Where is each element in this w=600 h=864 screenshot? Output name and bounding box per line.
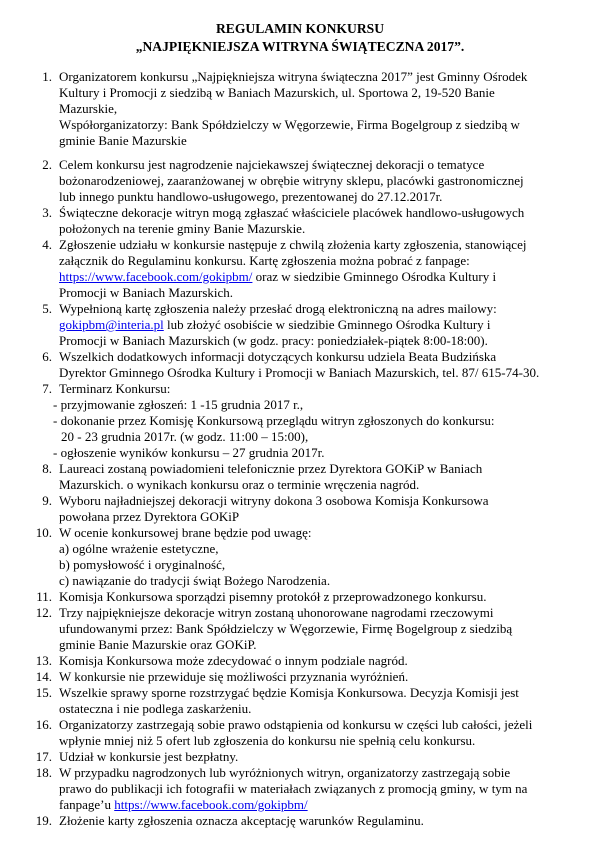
line-text: załącznik do Regulaminu konkursu. Kartę zgłoszenia można pobrać z fanpage: [59,253,470,268]
rule-text [59,669,599,685]
rule-number: 5. [42,301,52,316]
line-text: W przypadku nagrodzonych lub wyróżnionych witryn, organizatorzy zastrzegają sobie [59,765,511,780]
rule-number: 14. [35,669,52,684]
line-text: Komisja Konkursowa sporządzi pisemny protokół z przeprowadzonego konkursu. [59,589,487,604]
line-text: Wszelkie sprawy sporne rozstrzygać będzie Komisja Konkursowa. Decyzja Komisji jest [59,685,519,700]
line-text: Organizatorem konkursu „Najpiękniejsza witryna świąteczna 2017” jest Gminny Ośrodek [59,69,528,84]
line-text: Terminarz Konkursu: [59,381,171,396]
line-text: Kultury i Promocji z siedzibą w Baniach Mazurskich, ul. Sportowa 2, 19-520 Banie [59,85,495,100]
line-text: gminie Banie Mazurskie [59,133,187,148]
rule-line [59,85,599,101]
line-text: Współorganizatorzy: Bank Spółdzielczy w Węgorzewie, Firma Bogelgroup z siedzibą w [59,117,520,132]
line-text: ostateczna i nie podlega zaskarżeniu. [59,701,252,716]
rule-line [59,797,599,813]
rule-number: 6. [42,349,52,364]
rule-line [59,285,599,301]
rule-number: 8. [42,461,52,476]
line-text: Mazurskie, [59,101,118,116]
link[interactable]: https://www.facebook.com/gokipbm/ [114,797,308,812]
rule-line [59,69,599,85]
rule-text [53,381,599,461]
rule-line [53,445,599,461]
rule-line [59,653,599,669]
rule-number: 17. [35,749,52,764]
rule-number: 16. [35,717,52,732]
line-text: b) pomysłowość i oryginalność, [59,557,226,572]
rule-line [59,317,599,333]
rule-line [59,669,599,685]
rule-line [59,749,599,765]
rule-line [59,333,599,349]
rule-number: 4. [42,237,52,252]
link[interactable]: https://www.facebook.com/gokipbm/ [59,269,253,284]
line-text: lub innego punktu handlowo-usługowego, prezentowanej do 27.12.2017r. [59,189,443,204]
line-text: - dokonanie przez Komisję Konkursową przeglądu witryn zgłoszonych do konkursu: [53,413,495,428]
document-title: REGULAMIN KONKURSU [215,21,385,36]
rule-line [59,733,599,749]
line-text: Dyrektor Gminnego Ośrodka Kultury i Promocji w Baniach Mazurskich, tel. 87/ 615-74-30. [59,365,540,380]
rule-line [59,765,599,781]
rule-number: 13. [35,653,52,668]
line-text: a) ogólne wrażenie estetyczne, [59,541,219,556]
line-text: Udział w konkursie jest bezpłatny. [59,749,239,764]
rule-line [59,461,599,477]
rule-line [59,101,599,117]
line-text: Trzy najpiękniejsze dekoracje witryn zostaną uhonorowane nagrodami rzeczowymi [59,605,494,620]
line-text: bożonarodzeniowej, zaaranżowanej w obrębie witryny sklepu, placówki gastronomicznej [59,173,524,188]
line-text: c) nawiązanie do tradycji świąt Bożego Narodzenia. [59,573,331,588]
rule-text [59,685,599,717]
line-text: Promocji w Baniach Mazurskich (w godz. pracy: poniedziałek-piątek 8:00-18:00). [59,333,488,348]
line-text: gminie Banie Mazurskie oraz GOKiP. [59,637,257,652]
rule-line [59,589,599,605]
rule-line [59,133,599,149]
line-text: powołana przez Dyrektora GOKiP [59,509,240,524]
rule-line [59,525,599,541]
line-text: 20 - 23 grudnia 2017r. (w godz. 11:00 – 15:00), [61,429,309,444]
rule-number: 9. [42,493,52,508]
line-text: Świąteczne dekoracje witryn mogą zgłaszać właściciele placówek handlowo-usługowych [59,205,525,220]
rule-text [59,717,599,749]
rule-number: 3. [42,205,52,220]
line-text: Celem konkursu jest nagrodzenie najciekawszej świątecznej dekoracji o tematyce [59,157,485,172]
line-text: oraz w siedzibie Gminnego Ośrodka Kultury i [252,269,497,284]
rule-line [59,173,599,189]
rule-line [59,429,599,445]
rule-text [59,653,599,669]
rule-text [59,605,599,653]
rule-text [59,237,599,301]
rule-line [53,397,599,413]
rule-line [59,253,599,269]
rule-text [59,765,599,813]
rule-line [59,637,599,653]
line-text: Organizatorzy zastrzegają sobie prawo odstąpienia od konkursu w części lub całości, jeżeli [59,717,533,732]
rule-number: 12. [35,605,52,620]
rule-number: 11. [36,589,52,604]
rule-line [59,157,599,173]
rule-line [59,117,599,133]
rule-line [59,541,599,557]
line-text: W konkursie nie przewiduje się możliwości przyznania wyróżnień. [59,669,409,684]
rule-text [59,157,599,205]
rule-line [59,493,599,509]
rule-line [59,189,599,205]
rule-line [59,205,599,221]
rule-text [59,525,599,589]
rule-line [59,349,599,365]
rule-line [59,717,599,733]
rule-line [59,237,599,253]
line-text: Komisja Konkursowa może zdecydować o innym podziale nagród. [59,653,408,668]
rule-text [59,749,599,765]
rule-line [59,685,599,701]
rule-text [59,813,599,829]
rule-line [59,621,599,637]
line-text: Wypełnioną kartę zgłoszenia należy przesłać drogą elektroniczną na adres mailowy: [59,301,497,316]
line-text: ufundowanymi przez: Bank Spółdzielczy w Węgorzewie, Firmę Bogelgroup z siedzibą [59,621,513,636]
line-text: położonych na terenie gminy Banie Mazurskie. [59,221,306,236]
rule-text [59,493,599,525]
rule-number: 19. [35,813,52,828]
rule-line [53,413,599,429]
rule-number: 15. [35,685,52,700]
rule-line [59,701,599,717]
line-text: - ogłoszenie wyników konkursu – 27 grudnia 2017r. [53,445,325,460]
document-subtitle: „NAJPIĘKNIEJSZA WITRYNA ŚWIĄTECZNA 2017”. [135,39,465,54]
line-text: W ocenie konkursowej brane będzie pod uwagę: [59,525,312,540]
line-text: Złożenie karty zgłoszenia oznacza akceptację warunków Regulaminu. [59,813,424,828]
line-text: Mazurskich. o wynikach konkursu oraz o terminie wręczenia nagród. [59,477,420,492]
line-text: wpłynie mniej niż 5 ofert lub zgłoszenia do konkursu nie spełnią celu konkursu. [59,733,476,748]
rule-number: 10. [35,525,52,540]
rule-line [59,365,599,381]
rule-line [59,813,599,829]
line-text: Promocji w Baniach Mazurskich. [59,285,234,300]
rule-line [59,781,599,797]
link[interactable]: gokipbm@interia.pl [59,317,164,332]
rule-number: 2. [42,157,52,172]
line-text: Laureaci zostaną powiadomieni telefonicznie przez Dyrektora GOKiP w Baniach [59,461,483,476]
rule-number: 18. [35,765,52,780]
rule-line [59,509,599,525]
rule-line [59,381,599,397]
rule-line [59,477,599,493]
rule-line [59,269,599,285]
rule-text [59,349,599,381]
rule-line [59,573,599,589]
line-text: Wyboru najładniejszej dekoracji witryny dokona 3 osobowa Komisja Konkursowa [59,493,489,508]
line-text: lub złożyć osobiście w siedzibie Gminnego Ośrodka Kultury i [163,317,491,332]
line-text: prawo do publikacji ich fotografii w materiałach związanych z promocją gminy, w tym na [59,781,528,796]
rule-text [59,461,599,493]
rule-number: 7. [42,381,52,396]
line-text: Wszelkich dodatkowych informacji dotyczących konkursu udziela Beata Budzińska [59,349,497,364]
rule-text [59,301,599,349]
line-text: fanpage’u [59,797,115,812]
rule-text [59,69,599,149]
rule-line [59,557,599,573]
line-text: - przyjmowanie zgłoszeń: 1 -15 grudnia 2017 r., [53,397,304,412]
rule-line [59,301,599,317]
rule-number: 1. [42,69,52,84]
rule-line [59,221,599,237]
rule-text [59,589,599,605]
rule-text [59,205,599,237]
line-text: Zgłoszenie udziału w konkursie następuje z chwilą złożenia karty zgłoszenia, stanowiącej [59,237,527,252]
rule-line [59,605,599,621]
